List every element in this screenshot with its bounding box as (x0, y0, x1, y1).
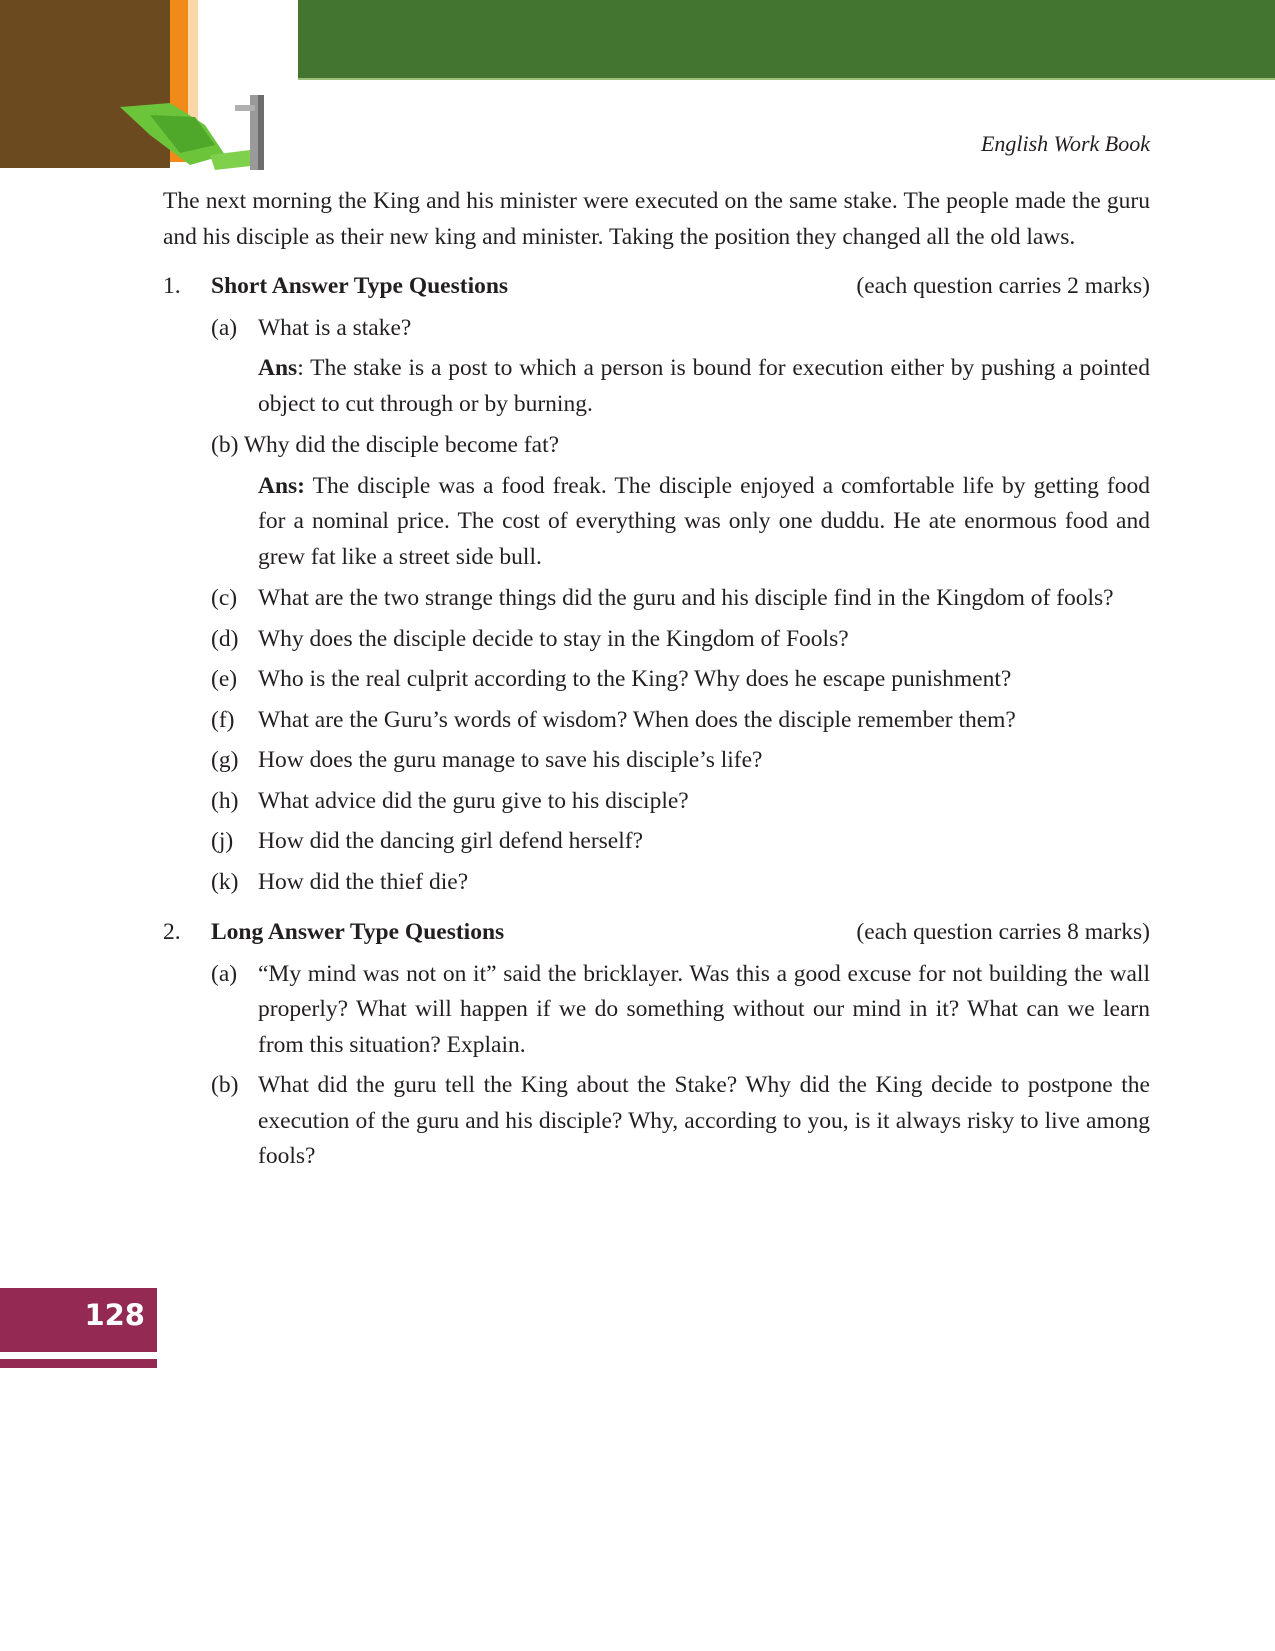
question-text: How did the thief die? (258, 868, 469, 895)
question-text: Who is the real culprit according to the King? Why does he escape punishment? (258, 666, 1012, 692)
question-item (163, 865, 1150, 901)
question-label: (k) (211, 868, 239, 895)
question-item (163, 824, 1150, 860)
question-label: (a) (211, 960, 238, 987)
question-label: (e) (211, 666, 238, 692)
question-item (163, 622, 1150, 658)
header-green-underline (298, 78, 1275, 80)
question-item (163, 784, 1150, 820)
question-text: What are the Guru’s words of wisdom? When does the disciple remember them? (258, 706, 1016, 733)
answer-label: Ans (258, 355, 298, 381)
question-item (163, 957, 1150, 1064)
answer-label: Ans: (258, 472, 306, 499)
question-label: (b) (211, 1072, 239, 1098)
question-text: Why does the disciple decide to stay in the Kingdom of Fools? (258, 625, 849, 652)
sprout-decoration (110, 95, 300, 175)
question-item (163, 662, 1150, 698)
section-marks: (each question carries 2 marks) (856, 273, 1150, 299)
question-item: (b) Why did the disciple become fat? (211, 432, 560, 458)
section-number: 2. (163, 919, 181, 945)
intro-paragraph: The next morning the King and his minister were executed on the same stake. The people made the guru and his disciple as their new king and minister. Taking the position they changed all the old laws. (163, 188, 1150, 250)
question-label: (f) (211, 706, 235, 733)
page-number-box (0, 1288, 157, 1352)
answer-text: : The stake is a post to which a person is bound for execution either by pushing a pointed object to cut through or by burning. (258, 355, 1150, 417)
page-number: 128 (84, 1298, 145, 1332)
question-item (163, 311, 1150, 347)
running-head: English Work Book (980, 131, 1150, 156)
question-text: What is a stake? (258, 314, 412, 341)
question-item (163, 703, 1150, 739)
page-number-underline (0, 1359, 157, 1368)
question-text: “My mind was not on it” said the bricklayer. Was this a good excuse for not building the wall properly? What will happen if we do something without our mind in it? What can we learn from this situation? Explain. (258, 960, 1150, 1058)
question-label: (j) (211, 828, 234, 854)
question-label: (a) (211, 314, 238, 341)
answer-text: The disciple was a food freak. The disciple enjoyed a comfortable life by getting food for a nominal price. The cost of everything was only one duddu. He ate enormous food and grew fat like a street side bull. (258, 472, 1150, 570)
question-text: What did the guru tell the King about the Stake? Why did the King decide to postpone the execution of the guru and his disciple? Why, according to you, is it always risky to live among fools? (258, 1072, 1150, 1169)
question-text: How does the guru manage to save his disciple’s life? (258, 747, 763, 773)
question-label: (h) (211, 787, 239, 814)
question-item (163, 1068, 1150, 1175)
section-number: 1. (163, 273, 181, 299)
question-label: (c) (211, 585, 238, 611)
question-label: (g) (211, 747, 239, 773)
question-text: What advice did the guru give to his disciple? (258, 787, 689, 814)
answer-paragraph (163, 351, 1150, 422)
page-content (163, 184, 1150, 1180)
answer-paragraph (163, 469, 1150, 576)
question-text: What are the two strange things did the guru and his disciple find in the Kingdom of fools? (258, 585, 1114, 611)
header-green-bar (298, 0, 1275, 78)
question-label: (d) (211, 625, 239, 652)
question-item (163, 581, 1150, 617)
question-item (163, 743, 1150, 779)
question-text: How did the dancing girl defend herself? (258, 828, 644, 854)
section-title: Long Answer Type Questions (211, 919, 505, 945)
section-1-heading (163, 269, 1150, 305)
section-2-heading (163, 915, 1150, 951)
section-title: Short Answer Type Questions (211, 273, 509, 299)
section-marks: (each question carries 8 marks) (856, 919, 1150, 945)
